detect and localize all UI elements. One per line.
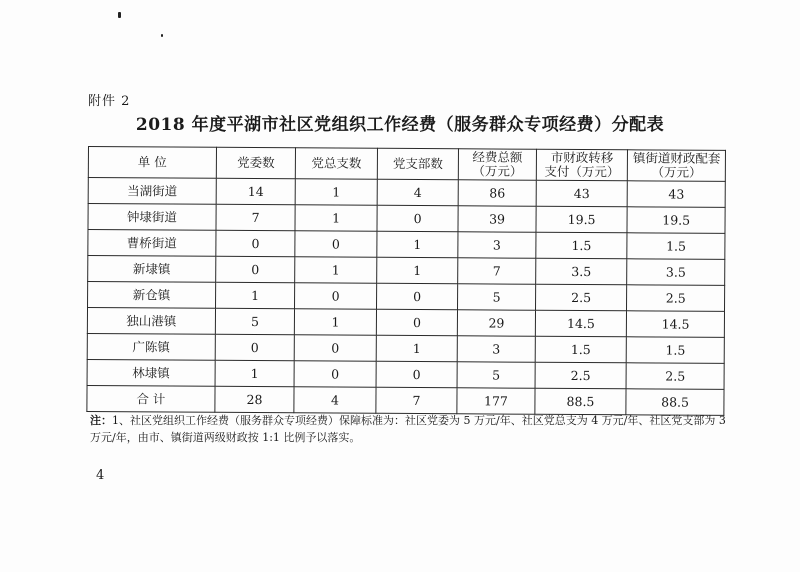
cell-committee: 28: [215, 386, 295, 412]
cell-town: 19.5: [627, 207, 725, 234]
header-committee-count: 党委数: [216, 147, 296, 178]
cell-city: 2.5: [535, 284, 627, 311]
cell-town: 14.5: [627, 311, 725, 338]
cell-total: 39: [458, 206, 536, 232]
cell-city: 43: [536, 180, 628, 207]
cell-city: 19.5: [536, 206, 628, 233]
document-title: 2018 年度平湖市社区党组织工作经费（服务群众专项经费）分配表: [135, 115, 665, 135]
cell-committee: 7: [216, 204, 296, 230]
table-row: [88, 204, 725, 234]
table-row: [88, 282, 725, 312]
footnote-text: 1、社区党组织工作经费（服务群众专项经费）保障标准为：社区党委为 5 万元/年、社区党总支为 4 万元/年、社区党支部为 3 万元/年，由市、镇街道两级财政按 1:1 比例予以落实。: [90, 414, 726, 444]
cell-city: 1.5: [536, 232, 628, 259]
header-city-transfer: 市财政转移 支付（万元）: [536, 149, 628, 181]
footnote-lead: 注：: [90, 414, 112, 427]
table-row: [88, 230, 725, 260]
cell-unit: 曹桥街道: [88, 230, 216, 257]
scan-speck: [161, 34, 163, 37]
cell-total: 5: [457, 362, 535, 388]
cell-committee: 1: [215, 360, 295, 386]
header-unit: 单 位: [88, 147, 216, 179]
cell-branch: 0: [376, 361, 458, 387]
cell-branch: 7: [376, 387, 458, 413]
cell-general-branch: 0: [294, 335, 376, 361]
cell-town: 1.5: [627, 337, 725, 364]
cell-town: 2.5: [626, 363, 724, 390]
cell-general-branch: 1: [295, 205, 377, 231]
table-row: [88, 178, 725, 208]
table-row: [87, 359, 724, 389]
cell-unit: 林埭镇: [87, 359, 215, 386]
table-row: [87, 308, 724, 338]
page-number: 4: [96, 468, 105, 483]
header-branch-count: 党支部数: [377, 148, 459, 179]
cell-committee: 1: [215, 282, 295, 308]
cell-total: 177: [457, 388, 535, 414]
cell-committee: 0: [215, 256, 295, 282]
cell-general-branch: 1: [295, 179, 377, 205]
attachment-label: 附件 2: [88, 94, 131, 109]
cell-unit: 广陈镇: [87, 333, 215, 360]
cell-committee: 5: [215, 308, 295, 334]
footnote: [90, 412, 730, 446]
cell-unit: 钟埭街道: [88, 204, 216, 231]
cell-town: 2.5: [627, 285, 725, 312]
table-row: [87, 333, 724, 363]
cell-town: 1.5: [627, 233, 725, 260]
cell-branch: 0: [377, 205, 459, 231]
cell-total: 3: [458, 232, 536, 258]
cell-branch: 1: [376, 335, 458, 361]
cell-general-branch: 0: [295, 283, 377, 309]
cell-town: 43: [627, 181, 725, 208]
table-total-row: [87, 385, 724, 415]
cell-city: 3.5: [535, 258, 627, 285]
cell-city: 88.5: [535, 388, 627, 415]
table-header-row: [88, 147, 725, 182]
cell-unit: 新埭镇: [88, 256, 216, 283]
cell-general-branch: 4: [294, 387, 376, 413]
cell-branch: 1: [377, 231, 459, 257]
cell-total: 5: [458, 284, 536, 310]
cell-general-branch: 1: [295, 257, 377, 283]
cell-committee: 0: [216, 230, 296, 256]
cell-unit: 新仓镇: [88, 282, 216, 309]
header-total-funds: 经费总额 （万元）: [459, 149, 537, 180]
header-general-branch-count: 党总支数: [296, 148, 378, 179]
cell-branch: 4: [377, 179, 459, 205]
cell-committee: 0: [215, 334, 295, 360]
cell-city: 2.5: [535, 362, 627, 389]
cell-town: 3.5: [627, 259, 725, 286]
cell-city: 1.5: [535, 336, 627, 363]
cell-committee: 14: [216, 178, 296, 204]
cell-total: 3: [457, 336, 535, 362]
table-row: [88, 256, 725, 286]
cell-unit: 合 计: [87, 385, 215, 412]
cell-unit: 独山港镇: [87, 308, 215, 335]
cell-general-branch: 0: [295, 231, 377, 257]
cell-general-branch: 0: [294, 361, 376, 387]
cell-unit: 当湖街道: [88, 178, 216, 205]
cell-total: 86: [458, 180, 536, 206]
cell-city: 14.5: [535, 310, 627, 337]
scan-speck: [118, 12, 121, 18]
cell-branch: 1: [376, 257, 458, 283]
cell-branch: 0: [376, 283, 458, 309]
cell-total: 7: [458, 258, 536, 284]
cell-town: 88.5: [626, 389, 724, 416]
cell-branch: 0: [376, 309, 458, 335]
cell-general-branch: 1: [295, 309, 377, 335]
cell-total: 29: [458, 310, 536, 336]
header-town-matching: 镇街道财政配套 （万元）: [628, 150, 726, 182]
allocation-table: [86, 146, 726, 416]
